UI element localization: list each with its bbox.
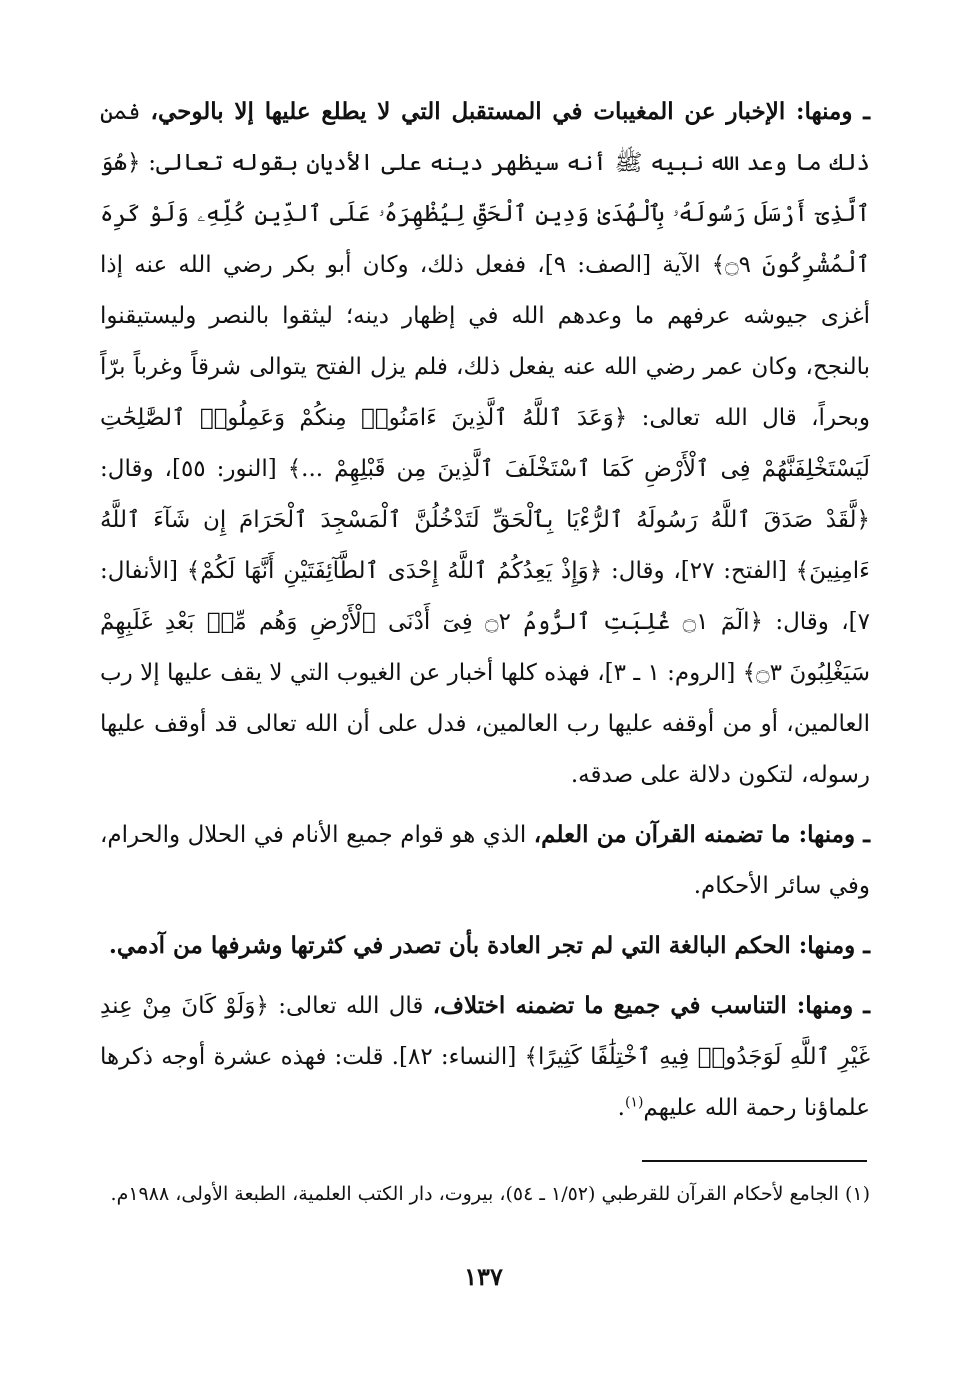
paragraph-4 bbox=[100, 980, 870, 1134]
paragraph-1 bbox=[100, 86, 870, 801]
footnote-divider bbox=[642, 1160, 867, 1162]
paragraph-2 bbox=[100, 809, 870, 912]
paragraph-4-lead: ـ ومنها: التناسب في جميع ما تضمنه اختلاف، bbox=[432, 992, 870, 1019]
paragraph-1-text: فمن ذلك ما وعد الله نبيه ﷺ أنه سيظهر دينه على الأديان بقوله تعالى: ﴿هُوَ ٱلَّذِىٓ أَرْسَلَ رَسُولَهُۥ بِٱلْهُدَىٰ وَدِينِ ٱلْحَقِّ لِيُظْهِرَهُۥ عَلَى ٱلدِّينِ كُلِّهِۦ وَلَوْ كَرِهَ ٱلْمُشْرِكُونَ ۝٩﴾ الآية [الصف: ٩]، ففعل ذلك، وكان أبو بكر رضي الله عنه إذا أغزى جيوشه عرفهم ما وعدهم الله في إظهار دينه؛ ليثقوا بالنصر وليستيقنوا بالنجح، وكان عمر رضي الله عنه يفعل ذلك، فلم يزل الفتح يتوالى شرقاً وغرباً برّاً وبحراً، قال الله تعالى: ﴿وَعَدَ ٱللَّهُ ٱلَّذِينَ ءَامَنُوا۟ مِنكُمْ وَعَمِلُوا۟ ٱلصَّٰلِحَٰتِ لَيَسْتَخْلِفَنَّهُمْ فِى ٱلْأَرْضِ كَمَا ٱسْتَخْلَفَ ٱلَّذِينَ مِن قَبْلِهِمْ ...﴾ [النور: ٥٥]، وقال: ﴿لَّقَدْ صَدَقَ ٱللَّهُ رَسُولَهُ ٱلرُّءْيَا بِٱلْحَقِّ لَتَدْخُلُنَّ ٱلْمَسْجِدَ ٱلْحَرَامَ إِن شَآءَ ٱللَّهُ ءَامِنِينَ﴾ [الفتح: ٢٧]، وقال: ﴿وَإِذْ يَعِدُكُمُ ٱللَّهُ إِحْدَى ٱلطَّآئِفَتَيْنِ أَنَّهَا لَكُمْ﴾ [الأنفال: ٧]، وقال: ﴿الٓمٓ ۝١ غُلِبَتِ ٱلرُّومُ ۝٢ فِىٓ أَدْنَى ٱلْأَرْضِ وَهُم مِّنۢ بَعْدِ غَلَبِهِمْ سَيَغْلِبُونَ ۝٣﴾ [الروم: ١ ـ ٣]، فهذه كلها أخبار عن الغيوب التي لا يقف عليها إلا رب العالمين، أو من أوقفه عليها رب العالمين، فدل على أن الله تعالى قد أوقف عليها رسوله، لتكون دلالة على صدقه. bbox=[100, 99, 870, 788]
paragraph-3 bbox=[100, 920, 870, 972]
footnote-reference[interactable]: (١) bbox=[624, 1094, 644, 1111]
paragraph-3-lead: ـ ومنها: الحكم البالغة التي لم تجر العادة بأن تصدر في كثرتها وشرفها من آدمي. bbox=[108, 932, 870, 959]
footnote: (١) الجامع لأحكام القرآن للقرطبي (١/٥٢ ـ ٥٤)، بيروت، دار الكتب العلمية، الطبعة الأولى، ١٩٨٨م. bbox=[110, 1183, 870, 1205]
paragraph-1-lead: ـ ومنها: الإخبار عن المغيبات في المستقبل التي لا يطلع عليها إلا بالوحي، bbox=[150, 98, 870, 125]
paragraph-2-lead: ـ ومنها: ما تضمنه القرآن من العلم، bbox=[533, 821, 870, 848]
page-body bbox=[100, 86, 870, 1142]
paragraph-2-text: الذي هو قوام جميع الأنام في الحلال والحرام، وفي سائر الأحكام. bbox=[100, 822, 870, 899]
page-number: ١٣٧ bbox=[464, 1262, 503, 1291]
paragraph-4-tail: . bbox=[617, 1095, 625, 1121]
paragraph-4-text: قال الله تعالى: ﴿وَلَوْ كَانَ مِنْ عِندِ غَيْرِ ٱللَّهِ لَوَجَدُوا۟ فِيهِ ٱخْتِلَٰفًا كَثِيرًا﴾ [النساء: ٨٢]. قلت: فهذه عشرة أوجه ذكرها علماؤنا رحمة الله عليهم bbox=[100, 993, 870, 1121]
